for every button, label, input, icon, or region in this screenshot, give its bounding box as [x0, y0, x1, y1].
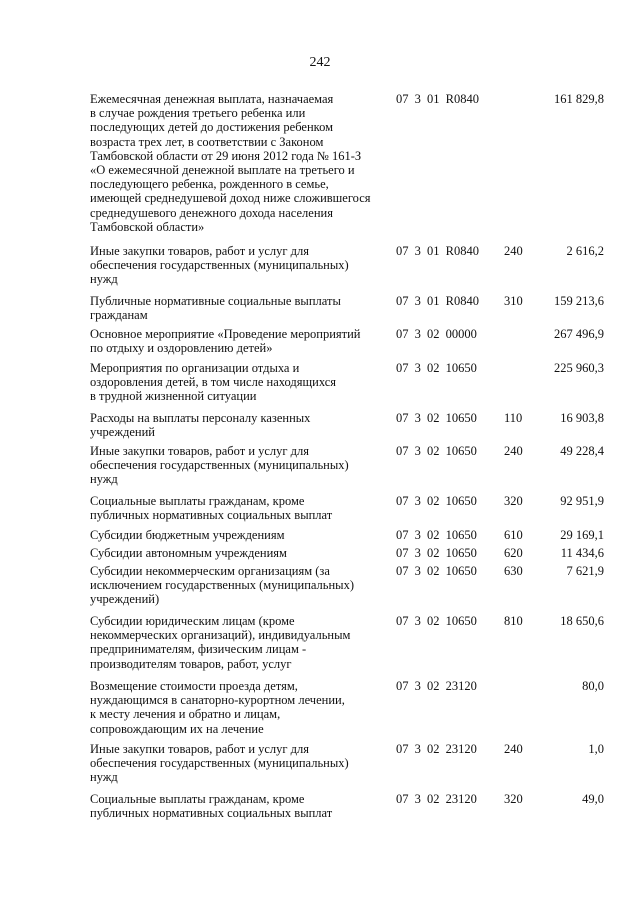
row-amount: 92 951,9	[560, 494, 604, 508]
row-description: Социальные выплаты гражданам, кроме публичных нормативных социальных выплат	[90, 494, 333, 523]
row-expense-type: 320	[504, 494, 523, 508]
row-description: Субсидии юридическим лицам (кроме некоммерческих организаций), индивидуальным предпринимателям, физическим лицам - производителям товаров, работ, услуг	[90, 614, 351, 671]
row-code: 07 3 02 00000	[396, 327, 477, 341]
row-description: Основное мероприятие «Проведение мероприятий по отдыху и оздоровлению детей»	[90, 327, 361, 356]
row-code: 07 3 02 10650	[396, 528, 477, 542]
row-expense-type: 630	[504, 564, 523, 578]
row-description: Расходы на выплаты персоналу казенных учреждений	[90, 411, 311, 440]
row-code: 07 3 02 10650	[396, 444, 477, 458]
row-expense-type: 320	[504, 792, 523, 806]
row-expense-type: 310	[504, 294, 523, 308]
row-description: Публичные нормативные социальные выплаты гражданам	[90, 294, 341, 323]
row-expense-type: 240	[504, 244, 523, 258]
row-amount: 29 169,1	[560, 528, 604, 542]
row-expense-type: 110	[504, 411, 523, 425]
row-code: 07 3 02 10650	[396, 546, 477, 560]
row-description: Социальные выплаты гражданам, кроме публичных нормативных социальных выплат	[90, 792, 333, 821]
row-code: 07 3 02 23120	[396, 679, 477, 693]
row-code: 07 3 02 23120	[396, 792, 477, 806]
row-expense-type: 620	[504, 546, 523, 560]
row-description: Возмещение стоимости проезда детям, нуждающимся в санаторно-курортном лечении, к месту лечения и обратно и лицам, сопровождающим их на лечение	[90, 679, 345, 736]
row-amount: 267 496,9	[554, 327, 604, 341]
row-description: Ежемесячная денежная выплата, назначаемая в случае рождения третьего ребенка или последующих детей до достижения ребенком возраста трех лет, в соответствии с Законом Тамбовской области от 29 июня 2012 года № 161-З «О ежемесячной денежной выплате на третьего и последующего ребенка, рожденного в семье, имеющей среднедушевой доход ниже сложившегося среднедушевого денежного дохода населения Тамбовской области»	[90, 92, 371, 234]
row-amount: 161 829,8	[554, 92, 604, 106]
row-amount: 49,0	[582, 792, 604, 806]
row-code: 07 3 01 R0840	[396, 294, 479, 308]
row-description: Иные закупки товаров, работ и услуг для обеспечения государственных (муниципальных) нужд	[90, 244, 349, 287]
row-code: 07 3 02 10650	[396, 614, 477, 628]
row-code: 07 3 02 23120	[396, 742, 477, 756]
row-code: 07 3 02 10650	[396, 361, 477, 375]
row-description: Субсидии бюджетным учреждениям	[90, 528, 285, 542]
row-amount: 49 228,4	[560, 444, 604, 458]
row-amount: 2 616,2	[566, 244, 604, 258]
row-amount: 80,0	[582, 679, 604, 693]
row-code: 07 3 01 R0840	[396, 92, 479, 106]
row-amount: 159 213,6	[554, 294, 604, 308]
row-expense-type: 240	[504, 444, 523, 458]
row-amount: 16 903,8	[560, 411, 604, 425]
row-expense-type: 240	[504, 742, 523, 756]
page-number: 242	[309, 55, 331, 70]
row-code: 07 3 02 10650	[396, 494, 477, 508]
row-description: Субсидии автономным учреждениям	[90, 546, 287, 560]
row-code: 07 3 01 R0840	[396, 244, 479, 258]
row-description: Субсидии некоммерческим организациям (за исключением государственных (муниципальных) учреждений)	[90, 564, 354, 607]
row-amount: 225 960,3	[554, 361, 604, 375]
row-amount: 18 650,6	[560, 614, 604, 628]
row-description: Мероприятия по организации отдыха и оздоровления детей, в том числе находящихся в трудной жизненной ситуации	[90, 361, 337, 404]
row-description: Иные закупки товаров, работ и услуг для обеспечения государственных (муниципальных) нужд	[90, 742, 349, 785]
row-description: Иные закупки товаров, работ и услуг для обеспечения государственных (муниципальных) нужд	[90, 444, 349, 487]
row-expense-type: 610	[504, 528, 523, 542]
row-amount: 7 621,9	[566, 564, 604, 578]
row-amount: 1,0	[588, 742, 604, 756]
row-code: 07 3 02 10650	[396, 411, 477, 425]
row-amount: 11 434,6	[560, 546, 604, 560]
row-code: 07 3 02 10650	[396, 564, 477, 578]
row-expense-type: 810	[504, 614, 523, 628]
